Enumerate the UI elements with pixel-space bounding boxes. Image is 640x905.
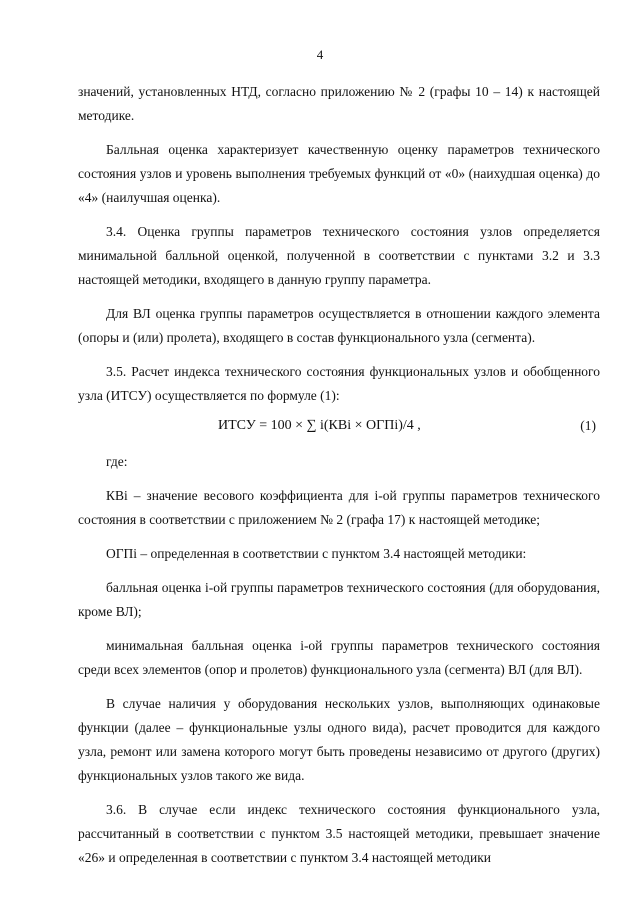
- paragraph: Для ВЛ оценка группы параметров осуществляется в отношении каждого элемента (опоры и (или) пролета), входящего в состав функционального узла (сегмента).: [78, 306, 600, 345]
- paragraph: 3.5. Расчет индекса технического состояния функциональных узлов и обобщенного узла (ИТСУ) осуществляется по формуле (1):: [78, 364, 600, 403]
- paragraph: В случае наличия у оборудования нескольких узлов, выполняющих одинаковые функции (далее – функциональные узлы одного вида), расчет проводится для каждого узла, ремонт или замена которого могут быть проведены независимо от другого (других) функциональных узлов такого же вида.: [78, 696, 600, 783]
- definition-item: минимальная балльная оценка i-ой группы параметров технического состояния среди всех элементов (опор и пролетов) функционального узла (сегмента) ВЛ (для ВЛ).: [78, 638, 600, 677]
- formula-line: [78, 414, 600, 438]
- definition-item: КВi – значение весового коэффициента для i-ой группы параметров технического состояния в соответствии с приложением № 2 (графа 17) к настоящей методике;: [78, 488, 600, 527]
- paragraph: 3.4. Оценка группы параметров технического состояния узлов определяется минимальной балльной оценкой, полученной в соответствии с пунктами 3.2 и 3.3 настоящей методики, входящего в данную группу параметра.: [78, 224, 600, 287]
- document-body: [78, 80, 600, 880]
- page-number: 4: [316, 47, 324, 62]
- where-label: где:: [106, 454, 128, 469]
- formula-expression: ИТСУ = 100 × ∑ i(КВi × ОГПi)/4 ,: [218, 418, 421, 433]
- paragraph: 3.6. В случае если индекс технического состояния функционального узла, рассчитанный в соответствии с пунктом 3.5 настоящей методики, превышает значение «26» и определенная в соответствии с пунктом 3.4 настоящей методики: [78, 802, 600, 865]
- formula-number: (1): [580, 418, 596, 433]
- paragraph: значений, установленных НТД, согласно приложению № 2 (графы 10 – 14) к настоящей методике.: [78, 84, 600, 123]
- definition-item: ОГПi – определенная в соответствии с пунктом 3.4 настоящей методики:: [106, 546, 527, 561]
- paragraph: Балльная оценка характеризует качественную оценку параметров технического состояния узлов и уровень выполнения требуемых функций от «0» (наихудшая оценка) до «4» (наилучшая оценка).: [78, 142, 600, 205]
- definition-item: балльная оценка i-ой группы параметров технического состояния (для оборудования, кроме ВЛ);: [78, 580, 600, 619]
